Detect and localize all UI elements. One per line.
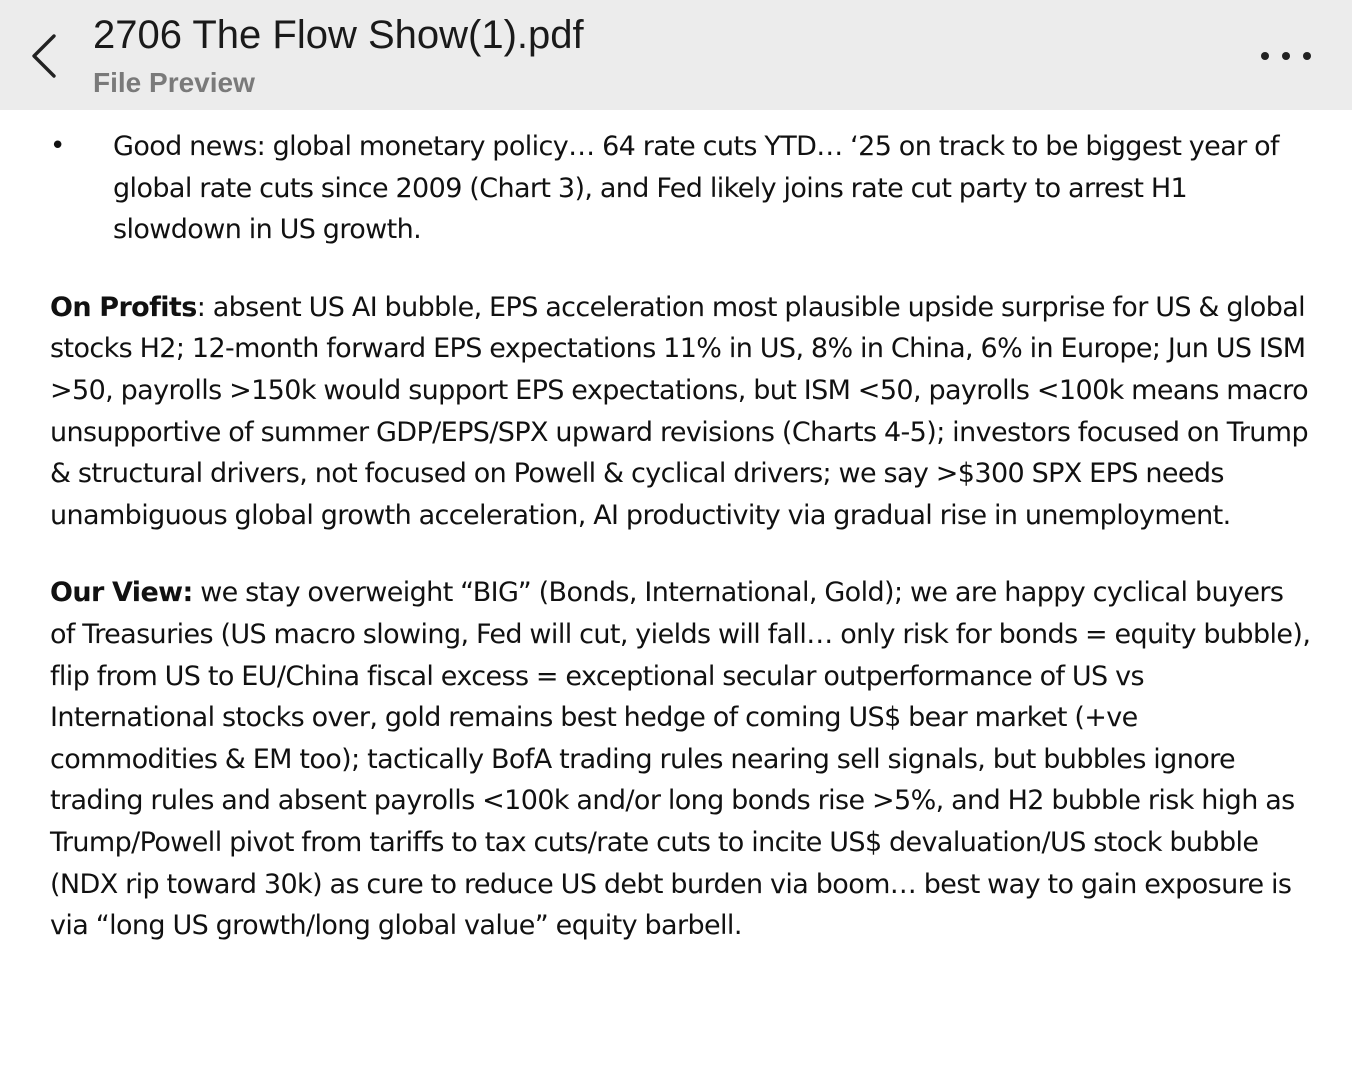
back-button[interactable] xyxy=(26,28,66,84)
bullet-marker: • xyxy=(50,131,65,161)
app-header xyxy=(0,0,1352,110)
view-paragraph xyxy=(50,572,1312,946)
bullet-text: Good news: global monetary policy… 64 rate cuts YTD… ‘25 on track to be biggest year of global rate cuts since 2009 (Chart 3), and Fed likely joins rate cut party to arrest H1 slowdown in US growth. xyxy=(113,131,1279,246)
profits-heading: On Profits xyxy=(50,291,197,323)
more-options-button[interactable] xyxy=(1256,38,1316,74)
document-content xyxy=(50,126,1312,947)
view-body: we stay overweight “BIG” (Bonds, International, Gold); we are happy cyclical buyers of Treasuries (US macro slowing, Fed will cut, yields will fall… only risk for bonds = equity bubble), flip from US to EU/China fiscal excess = exceptional secular outperformance of US vs International stocks over, gold remains best hedge of coming US$ bear market (+ve commodities & EM too); tactically BofA trading rules nearing sell signals, but bubbles ignore trading rules and absent payrolls <100k and/or long bonds rise >5%, and H2 bubble risk high as Trump/Powell pivot from tariffs to tax cuts/rate cuts to incite US$ devaluation/US stock bubble (NDX rip toward 30k) as cure to reduce US debt burden via boom… best way to gain exposure is via “long US growth/long global value” equity barbell. xyxy=(50,577,1311,942)
title-block xyxy=(93,10,584,103)
document-title: 2706 The Flow Show(1).pdf xyxy=(93,13,584,57)
view-heading: Our View: xyxy=(50,577,193,609)
chevron-left-icon xyxy=(26,28,66,84)
document-subtitle: File Preview xyxy=(93,67,255,98)
profits-paragraph xyxy=(50,287,1312,537)
profits-body: : absent US AI bubble, EPS acceleration most plausible upside surprise for US & global stocks H2; 12-month forward EPS expectations 11% in US, 8% in China, 6% in Europe; Jun US ISM >50, payrolls >150k would support EPS expectations, but ISM <50, payrolls <100k means macro unsupportive of summer GDP/EPS/SPX upward revisions (Charts 4-5); investors focused on Trump & structural drivers, not focused on Powell & cyclical drivers; we say >$300 SPX EPS needs unambiguous global growth acceleration, AI productivity via gradual rise in unemployment. xyxy=(50,291,1308,531)
more-horizontal-icon xyxy=(1256,38,1316,74)
bullet-item xyxy=(50,126,1312,251)
